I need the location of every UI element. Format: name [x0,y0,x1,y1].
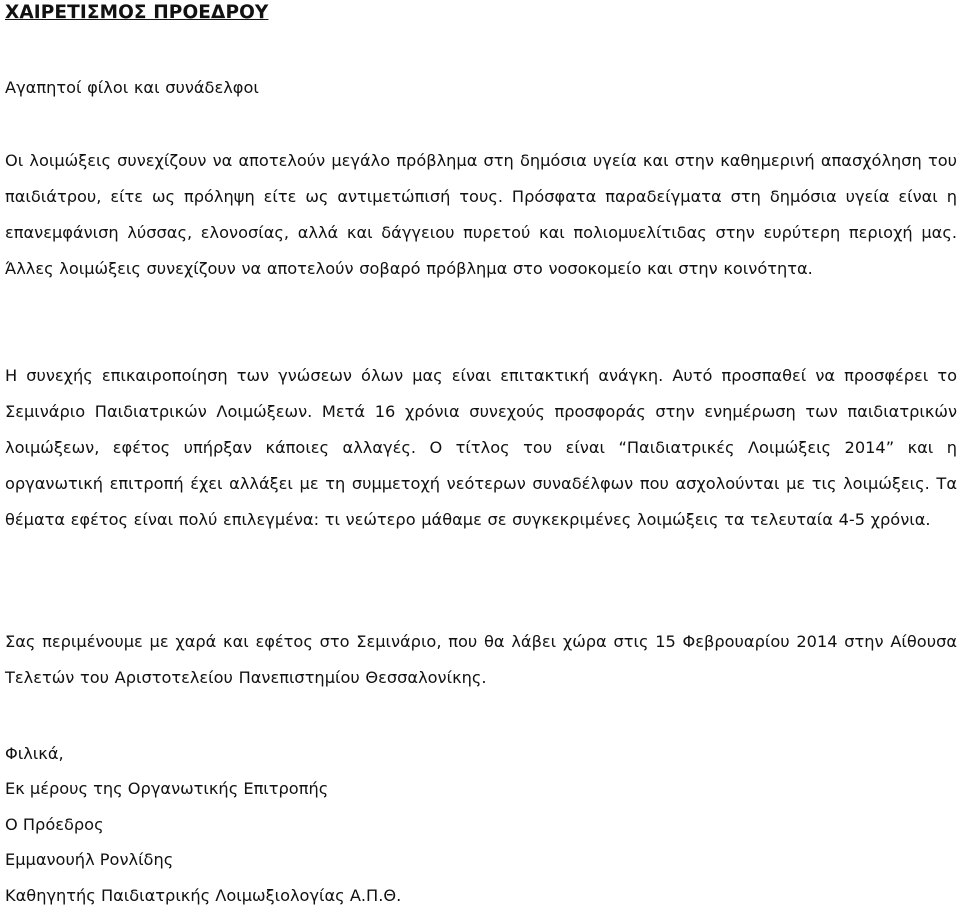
paragraph-seminar: Η συνεχής επικαιροποίηση των γνώσεων όλων μας είναι επιτακτική ανάγκη. Αυτό προσπαθεί να προσφέρει το Σεμινάριο Παιδιατρικών Λοιμώξεων. Μετά 16 χρόνια συνεχούς προσφοράς στην ενημέρωση των παιδιατρικών λοιμώξεων, εφέτος υπήρξαν κάποιες αλλαγές. Ο τίτλος του είναι “Παιδιατρικές Λοιμώξεις 2014” και η οργανωτική επιτροπή έχει αλλάξει με τη συμμετοχή νεότερων συναδέλφων που ασχολούνται με τις λοιμώξεις. Τα θέματα εφέτος είναι πολύ επιλεγμένα: τι νεώτερο μάθαμε σε συγκεκριμένες λοιμώξεις τα τελευταία 4-5 χρόνια. [5,366,957,529]
signatory-position: Καθηγητής Παιδιατρικής Λοιμωξιολογίας Α.Π.Θ. [5,886,402,905]
paragraph-invitation: Σας περιμένουμε με χαρά και εφέτος στο Σεμινάριο, που θα λάβει χώρα στις 15 Φεβρουαρίου 2014 στην Αίθουσα Τελετών του Αριστοτελείου Πανεπιστημίου Θεσσαλονίκης. [5,632,957,687]
letter-greeting: Αγαπητοί φίλοι και συνάδελφοι [5,78,259,97]
paragraph-public-health: Οι λοιμώξεις συνεχίζουν να αποτελούν μεγάλο πρόβλημα στη δημόσια υγεία και στην καθημερινή απασχόληση του παιδιάτρου, είτε ως πρόληψη είτε ως αντιμετώπισή τους. Πρόσφατα παραδείγματα στη δημόσια υγεία είναι η επανεμφάνιση λύσσας, ελονοσίας, αλλά και δάγγειου πυρετού και πολιομυελίτιδας στην ευρύτερη περιοχή μας. Άλλες λοιμώξεις συνεχίζουν να αποτελούν σοβαρό πρόβλημα στο νοσοκομείο και στην κοινότητα. [5,151,957,278]
closing-role: Ο Πρόεδρος [5,815,104,834]
closing-on-behalf: Εκ μέρους της Οργανωτικής Επιτροπής [5,779,329,798]
signatory-name: Εμμανουήλ Ρονλίδης [5,850,174,869]
closing-salutation: Φιλικά, [5,744,64,763]
letter-title: ΧΑΙΡΕΤΙΣΜΟΣ ΠΡΟΕΔΡΟΥ [5,2,269,23]
